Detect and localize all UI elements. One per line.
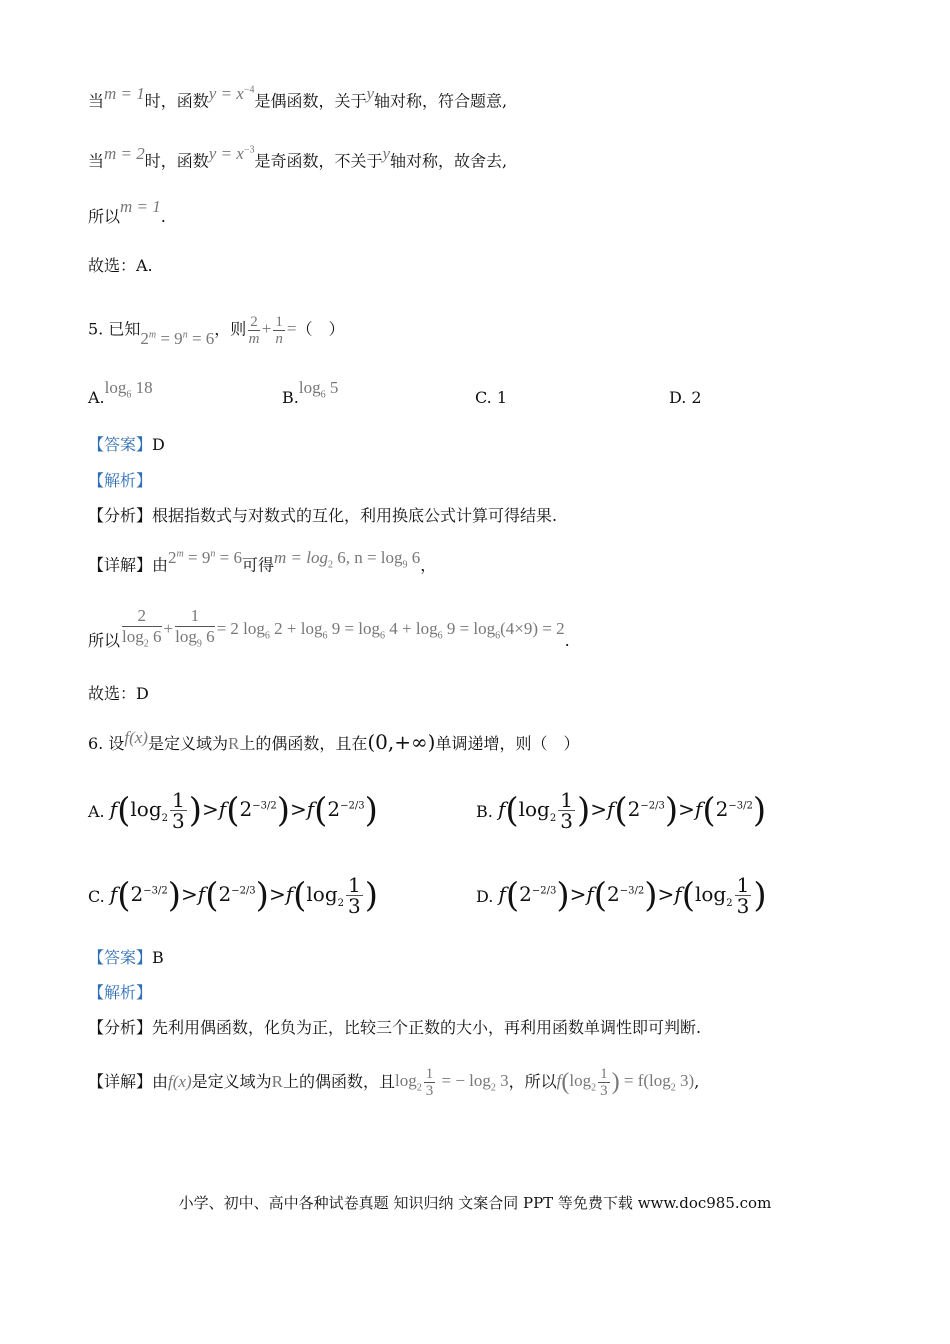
math-y: y bbox=[366, 83, 375, 103]
text: 时，函数 bbox=[144, 151, 209, 171]
option-label: C. bbox=[88, 887, 105, 906]
analysis-label: 【分析】 bbox=[88, 1018, 153, 1037]
math-y-eq: $y = x^{-3}$ bbox=[208, 143, 255, 163]
option-b[interactable] bbox=[282, 378, 339, 407]
q5-solution bbox=[88, 606, 570, 654]
text-line-conclusion bbox=[88, 197, 166, 227]
text: , bbox=[694, 1071, 700, 1091]
detail-label: 【详解】 bbox=[88, 1071, 153, 1091]
math-y: y bbox=[382, 143, 391, 163]
option-label: D. bbox=[476, 887, 494, 906]
math-fx: f(x) bbox=[168, 1071, 192, 1091]
text: 轴对称，符合题意, bbox=[374, 91, 508, 111]
q6-jiexi bbox=[88, 983, 152, 1003]
math-interval: (0,+∞) bbox=[367, 730, 436, 754]
option-math: $f(\log_2$ $\frac{1}{3}$ )$>f(2^{-2/3})>f(2^{-3/2})$ bbox=[497, 788, 767, 833]
answer-value: B bbox=[152, 948, 164, 967]
text: ，所以 bbox=[508, 1071, 557, 1091]
answer-value: D bbox=[152, 435, 165, 454]
text: （ ） bbox=[296, 319, 345, 339]
detail-label: 【详解】 bbox=[88, 555, 153, 575]
text: 由 bbox=[152, 1071, 169, 1091]
q6-fenxi bbox=[88, 1018, 701, 1038]
analysis-tag: 【解析】 bbox=[88, 983, 153, 1002]
text: 由 bbox=[152, 555, 169, 575]
text: . bbox=[564, 631, 570, 651]
q5-xiangjie bbox=[88, 547, 437, 583]
answer-tag: 【答案】 bbox=[88, 435, 153, 454]
option-b[interactable] bbox=[476, 790, 766, 831]
option-c[interactable]: C. 1 bbox=[475, 388, 508, 407]
math-result: $m = \log_2 6$, $n = \log_9 6$ bbox=[273, 547, 421, 571]
analysis-text: 根据指数式与对数式的互化，利用换底公式计算可得结果. bbox=[152, 506, 558, 525]
option-label: B. bbox=[476, 802, 493, 821]
option-a[interactable] bbox=[88, 790, 378, 831]
option-math: $\log_6 18$ bbox=[104, 378, 153, 401]
q5-answer bbox=[88, 435, 165, 455]
text: 上的偶函数，且 bbox=[282, 1071, 395, 1091]
math-log: $\log_2$ $\frac{1}{3}$ = − $\log_2 3$ bbox=[395, 1066, 509, 1099]
analysis-label: 【分析】 bbox=[88, 506, 153, 525]
text: 是偶函数，关于 bbox=[254, 91, 367, 111]
text: 所以 bbox=[88, 631, 121, 651]
analysis-text: 先利用偶函数，化负为正，比较三个正数的大小，再利用函数单调性即可判断. bbox=[152, 1018, 702, 1037]
text: 所以 bbox=[88, 207, 121, 226]
math-f-log: $f(\log_2$ $\frac{1}{3}$ ) = $f(\log_2$ 3) bbox=[556, 1066, 695, 1099]
question-6 bbox=[88, 728, 580, 754]
footer-text: 小学、初中、高中各种试卷真题 知识归纳 文案合同 PPT 等免费下载 www.doc985.com bbox=[178, 1194, 772, 1212]
option-math: $f(\log_2$ $\frac{1}{3}$ )$>f(2^{-3/2})>f(2^{-2/3})$ bbox=[109, 788, 378, 833]
text: 是奇函数，不关于 bbox=[254, 151, 383, 171]
text: 是定义域为 bbox=[147, 734, 228, 753]
q5-fenxi bbox=[88, 506, 557, 526]
math-solution: $\frac{2}{\log_2 6}$ + $\frac{1}{\log_9 6}$ = 2 $\log_6 2 + \log_6 9 = \log_6 4 + \log_6 9 = \log_6(4\times 9) = 2$ bbox=[122, 606, 565, 650]
text: 可得 bbox=[241, 555, 274, 575]
option-label: A. bbox=[88, 388, 105, 407]
text: 当 bbox=[88, 91, 105, 111]
q5-jiexi bbox=[88, 471, 152, 491]
math-condition: $2^m = 9^n = 6$ bbox=[168, 547, 242, 567]
math-y-eq: $y = x^{-4}$ bbox=[208, 83, 255, 103]
option-math: $f(2^{-2/3})>f(2^{-3/2})>f(\log_2$ $\frac{1}{3}$ ) bbox=[498, 873, 767, 918]
math-m-eq: m = 1 bbox=[120, 197, 161, 216]
math-expression: $\frac{2}{m}$ + $\frac{1}{n}$ = bbox=[248, 314, 297, 347]
text: . bbox=[160, 207, 166, 226]
math-fx: f(x) bbox=[124, 728, 148, 747]
text: ，则 bbox=[214, 319, 247, 339]
math-condition: $2^m = 9^n = 6$ bbox=[140, 329, 215, 349]
question-5 bbox=[88, 314, 345, 347]
option-label: B. bbox=[282, 388, 299, 407]
option-math: $f(2^{-3/2})>f(2^{-2/3})>f(\log_2$ $\frac{1}{3}$ ) bbox=[109, 873, 378, 918]
option-d[interactable]: D. 2 bbox=[669, 388, 702, 407]
text: 上的偶函数，且在 bbox=[239, 734, 368, 753]
answer-tag: 【答案】 bbox=[88, 948, 153, 967]
text-line-m1 bbox=[88, 83, 508, 112]
math-m-eq: m = 1 bbox=[104, 83, 145, 103]
option-d[interactable] bbox=[476, 875, 767, 916]
math-m-eq: m = 2 bbox=[104, 143, 145, 163]
q6-answer bbox=[88, 948, 164, 968]
option-label: A. bbox=[88, 802, 105, 821]
math-R: R bbox=[227, 734, 240, 753]
option-math: $\log_6 5$ bbox=[298, 378, 339, 401]
q5-end: 故选：D bbox=[88, 684, 149, 703]
text: ， bbox=[420, 555, 437, 575]
text: 是定义域为 bbox=[191, 1071, 272, 1091]
text: 轴对称，故舍去, bbox=[390, 151, 508, 171]
analysis-tag: 【解析】 bbox=[88, 471, 153, 490]
text: 当 bbox=[88, 151, 105, 171]
question-number: 5. 已知 bbox=[88, 319, 141, 339]
question-number: 6. 设 bbox=[88, 734, 125, 753]
math-R: R bbox=[271, 1071, 283, 1091]
text-line-m2 bbox=[88, 143, 508, 172]
option-c[interactable] bbox=[88, 875, 378, 916]
text: 单调递增，则（ ） bbox=[435, 734, 580, 753]
q6-xiangjie bbox=[88, 1066, 699, 1099]
answer-line: 故选：A. bbox=[88, 256, 153, 275]
text: 时，函数 bbox=[144, 91, 209, 111]
option-a[interactable] bbox=[88, 378, 153, 407]
